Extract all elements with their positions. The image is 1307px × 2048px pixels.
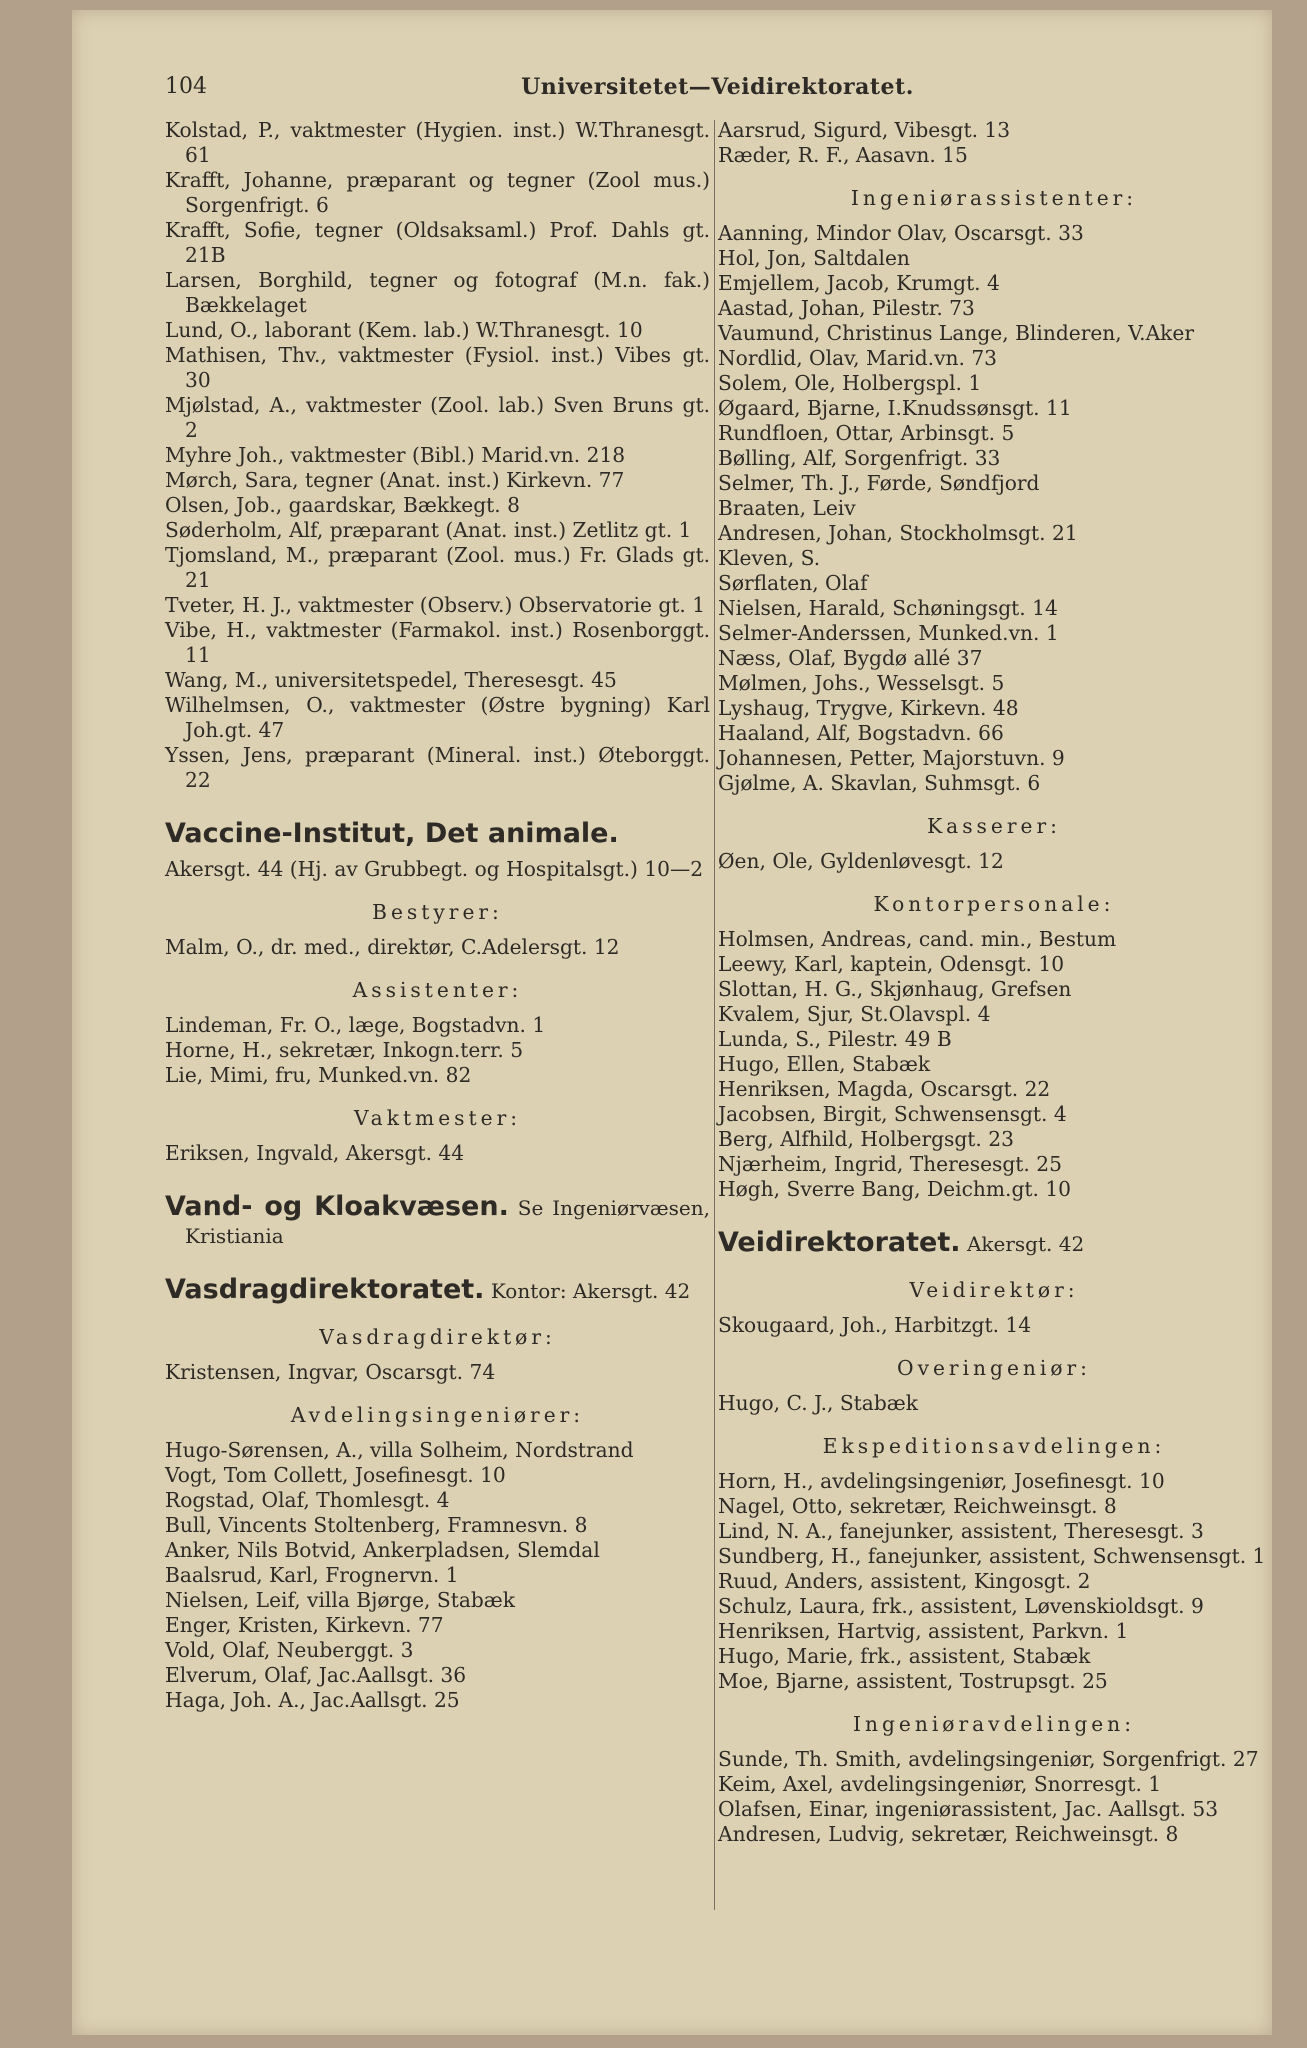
subheading-vasdragdirektor: Vasdragdirektør:	[319, 1325, 556, 1349]
subheading-avdelingsingeniorer: Avdelingsingeniører:	[290, 1403, 585, 1427]
subheading-ekspedition: Ekspeditionsavdelingen:	[822, 1434, 1166, 1458]
continued-list	[718, 118, 1270, 168]
ekspedition-list	[718, 1469, 1270, 1694]
directory-entry: Wilhelmsen, O., vaktmester (Østre bygning) Karl Joh.gt. 47	[165, 693, 710, 742]
directory-entry: Holmsen, Andreas, cand. min., Bestum	[718, 927, 1117, 951]
directory-entry: Skougaard, Joh., Harbitzgt. 14	[718, 1313, 1032, 1337]
directory-entry: Rundfloen, Ottar, Arbinsgt. 5	[718, 421, 1015, 445]
directory-entry: Rogstad, Olaf, Thomlesgt. 4	[165, 1488, 450, 1512]
directory-entry: Krafft, Sofie, tegner (Oldsaksaml.) Prof. Dahls gt. 21B	[165, 218, 710, 267]
directory-entry: Jacobsen, Birgit, Schwensensgt. 4	[718, 1102, 1067, 1126]
directory-entry: Haga, Joh. A., Jac.Aallsgt. 25	[165, 1688, 460, 1712]
directory-entry: Olafsen, Einar, ingeniørassistent, Jac. Aallsgt. 53	[718, 1797, 1219, 1821]
vasdrag-note: Kontor: Akersgt. 42	[490, 1279, 691, 1303]
directory-entry: Nielsen, Harald, Schøningsgt. 14	[718, 596, 1058, 620]
directory-entry: Eriksen, Ingvald, Akersgt. 44	[165, 1141, 465, 1165]
directory-entry: Yssen, Jens, præparant (Mineral. inst.) Øteborggt. 22	[165, 743, 710, 792]
directory-entry: Øen, Ole, Gyldenløvesgt. 12	[718, 849, 1004, 873]
directory-entry: Lind, N. A., fanejunker, assistent, Theresesgt. 3	[718, 1519, 1204, 1543]
directory-entry: Horne, H., sekretær, Inkogn.terr. 5	[165, 1038, 524, 1062]
subheading-bestyrer: Bestyrer:	[372, 900, 503, 924]
directory-entry: Aarsrud, Sigurd, Vibesgt. 13	[718, 118, 1011, 142]
vaccine-address: Akersgt. 44 (Hj. av Grubbegt. og Hospitalsgt.) 10—2	[165, 857, 704, 881]
directory-entry: Larsen, Borghild, tegner og fotograf (M.n. fak.) Bækkelaget	[165, 268, 710, 317]
directory-entry: Slottan, H. G., Skjønhaug, Grefsen	[718, 977, 1072, 1001]
directory-entry: Vold, Olaf, Neuberggt. 3	[165, 1638, 414, 1662]
directory-entry: Haaland, Alf, Bogstadvn. 66	[718, 721, 1004, 745]
directory-entry: Myhre Joh., vaktmester (Bibl.) Marid.vn. 218	[165, 443, 626, 467]
section-title-vand: Vand- og Kloakvæsen.	[165, 1191, 509, 1222]
directory-entry: Sundberg, H., fanejunker, assistent, Schwensensgt. 1	[718, 1544, 1266, 1568]
directory-entry: Lyshaug, Trygve, Kirkevn. 48	[718, 696, 1019, 720]
directory-entry: Henriksen, Hartvig, assistent, Parkvn. 1	[718, 1619, 1129, 1643]
directory-entry: Braaten, Leiv	[718, 496, 856, 520]
directory-entry: Malm, O., dr. med., direktør, C.Adelersgt. 12	[165, 935, 620, 959]
directory-entry: Øgaard, Bjarne, I.Knudssønsgt. 11	[718, 396, 1072, 420]
section-title-vaccine: Vaccine-Institut, Det animale.	[165, 818, 619, 849]
directory-entry: Solem, Ole, Holbergspl. 1	[718, 371, 982, 395]
directory-entry: Lund, O., laborant (Kem. lab.) W.Thranesgt. 10	[165, 318, 643, 342]
ingeniorafdeling-list	[718, 1747, 1270, 1847]
subheading-kontorpersonale: Kontorpersonale:	[873, 892, 1115, 916]
directory-entry: Nordlid, Olav, Marid.vn. 73	[718, 346, 998, 370]
page-number: 104	[165, 74, 207, 99]
directory-entry: Søderholm, Alf, præparant (Anat. inst.) Zetlitz gt. 1	[165, 518, 692, 542]
directory-entry: Nielsen, Leif, villa Bjørge, Stabæk	[165, 1588, 515, 1612]
subheading-ingeniorafdeling: Ingeniøravdelingen:	[852, 1712, 1135, 1736]
directory-entry: Vogt, Tom Collett, Josefinesgt. 10	[165, 1463, 506, 1487]
directory-entry: Aanning, Mindor Olav, Oscarsgt. 33	[718, 221, 1084, 245]
overingenior-list	[718, 1391, 1270, 1416]
directory-entry: Mjølstad, A., vaktmester (Zool. lab.) Sven Bruns gt. 2	[165, 393, 710, 442]
directory-entry: Vibe, H., vaktmester (Farmakol. inst.) Rosenborggt. 11	[165, 618, 710, 667]
directory-entry: Vaumund, Christinus Lange, Blinderen, V.Aker	[718, 321, 1194, 345]
subheading-veidirektor: Veidirektør:	[909, 1278, 1079, 1302]
directory-entry: Hugo-Sørensen, A., villa Solheim, Nordstrand	[165, 1438, 634, 1462]
directory-entry: Olsen, Job., gaardskar, Bækkegt. 8	[165, 493, 520, 517]
directory-entry: Keim, Axel, avdelingsingeniør, Snorresgt. 1	[718, 1772, 1162, 1796]
directory-entry: Tveter, H. J., vaktmester (Observ.) Observatorie gt. 1	[165, 593, 706, 617]
directory-entry: Emjellem, Jacob, Krumgt. 4	[718, 271, 1000, 295]
vasdragdirektor-list	[165, 1360, 710, 1385]
column-divider	[714, 120, 715, 1910]
directory-entry: Ræder, R. F., Aasavn. 15	[718, 143, 968, 167]
left-column	[165, 118, 710, 1713]
bestyrer-list	[165, 935, 710, 960]
directory-entry: Andresen, Ludvig, sekretær, Reichweinsgt. 8	[718, 1822, 1179, 1846]
section-title-vasdrag: Vasdragdirektoratet.	[165, 1274, 485, 1305]
directory-entry: Tjomsland, M., præparant (Zool. mus.) Fr. Glads gt. 21	[165, 543, 710, 592]
directory-entry: Baalsrud, Karl, Frognervn. 1	[165, 1563, 459, 1587]
vand-note: Se Ingeniørvæsen, Kristiania	[185, 1196, 710, 1248]
directory-entry: Elverum, Olaf, Jac.Aallsgt. 36	[165, 1663, 467, 1687]
directory-entry: Johannesen, Petter, Majorstuvn. 9	[718, 746, 1065, 770]
directory-entry: Berg, Alfhild, Holbergsgt. 23	[718, 1127, 1014, 1151]
subheading-kasserer: Kasserer:	[927, 814, 1061, 838]
directory-entry: Hol, Jon, Saltdalen	[718, 246, 910, 270]
page-header	[165, 74, 1270, 108]
right-column	[718, 118, 1270, 1847]
assistenter-list	[165, 1013, 710, 1088]
running-head: Universitetet—Veidirektoratet.	[521, 74, 914, 100]
avdelingsingeniorer-list	[165, 1438, 710, 1713]
directory-entry: Hugo, Ellen, Stabæk	[718, 1052, 931, 1076]
directory-entry: Njærheim, Ingrid, Theresesgt. 25	[718, 1152, 1062, 1176]
directory-entry: Bull, Vincents Stoltenberg, Framnesvn. 8	[165, 1513, 588, 1537]
directory-entry: Lindeman, Fr. O., læge, Bogstadvn. 1	[165, 1013, 546, 1037]
directory-entry: Selmer, Th. J., Førde, Søndfjord	[718, 471, 1040, 495]
kontorpersonale-list	[718, 927, 1270, 1202]
subheading-ingeniorassistenter: Ingeniørassistenter:	[850, 186, 1138, 210]
directory-entry: Kolstad, P., vaktmester (Hygien. inst.) W.Thranesgt. 61	[165, 118, 710, 167]
directory-entry: Henriksen, Magda, Oscarsgt. 22	[718, 1077, 1051, 1101]
veidir-note: Akersgt. 42	[966, 1232, 1085, 1256]
directory-entry: Moe, Bjarne, assistent, Tostrupsgt. 25	[718, 1669, 1108, 1693]
staff-list	[165, 118, 710, 793]
directory-entry: Kristensen, Ingvar, Oscarsgt. 74	[165, 1360, 496, 1384]
subheading-overingenior: Overingeniør:	[897, 1356, 1091, 1380]
directory-entry: Lie, Mimi, fru, Munked.vn. 82	[165, 1063, 472, 1087]
directory-entry: Kleven, S.	[718, 546, 821, 570]
directory-entry: Høgh, Sverre Bang, Deichm.gt. 10	[718, 1177, 1072, 1201]
ingeniorassistenter-list	[718, 221, 1270, 796]
directory-entry: Krafft, Johanne, præparant og tegner (Zool mus.) Sorgenfrigt. 6	[165, 168, 710, 217]
section-title-veidir: Veidirektoratet.	[718, 1227, 961, 1258]
directory-entry: Enger, Kristen, Kirkevn. 77	[165, 1613, 444, 1637]
directory-entry: Horn, H., avdelingsingeniør, Josefinesgt. 10	[718, 1469, 1165, 1493]
directory-entry: Hugo, C. J., Stabæk	[718, 1391, 918, 1415]
directory-entry: Selmer-Anderssen, Munked.vn. 1	[718, 621, 1059, 645]
section-veidir	[718, 1226, 1270, 1260]
directory-entry: Lunda, S., Pilestr. 49 B	[718, 1027, 952, 1051]
section-vasdrag	[165, 1273, 710, 1307]
directory-entry: Ruud, Anders, assistent, Kingosgt. 2	[718, 1569, 1091, 1593]
kasserer-list	[718, 849, 1270, 874]
section-vand	[165, 1190, 710, 1249]
directory-entry: Leewy, Karl, kaptein, Odensgt. 10	[718, 952, 1065, 976]
directory-entry: Mathisen, Thv., vaktmester (Fysiol. inst.) Vibes gt. 30	[165, 343, 710, 392]
directory-entry: Wang, M., universitetspedel, Theresesgt. 45	[165, 668, 617, 692]
subheading-assistenter: Assistenter:	[352, 978, 523, 1002]
directory-entry: Andresen, Johan, Stockholmsgt. 21	[718, 521, 1078, 545]
directory-entry: Anker, Nils Botvid, Ankerpladsen, Slemdal	[165, 1538, 600, 1562]
directory-entry: Næss, Olaf, Bygdø allé 37	[718, 646, 983, 670]
subheading-vaktmester: Vaktmester:	[353, 1106, 522, 1130]
directory-entry: Aastad, Johan, Pilestr. 73	[718, 296, 975, 320]
directory-entry: Nagel, Otto, sekretær, Reichweinsgt. 8	[718, 1494, 1117, 1518]
directory-entry: Sunde, Th. Smith, avdelingsingeniør, Sorgenfrigt. 27	[718, 1747, 1259, 1771]
directory-entry: Bølling, Alf, Sorgenfrigt. 33	[718, 446, 1001, 470]
directory-entry: Sørflaten, Olaf	[718, 571, 868, 595]
directory-entry: Schulz, Laura, frk., assistent, Løvenskioldsgt. 9	[718, 1594, 1204, 1618]
directory-entry: Hugo, Marie, frk., assistent, Stabæk	[718, 1644, 1091, 1668]
directory-entry: Kvalem, Sjur, St.Olavspl. 4	[718, 1002, 991, 1026]
directory-entry: Gjølme, A. Skavlan, Suhmsgt. 6	[718, 771, 1041, 795]
vaktmester-list	[165, 1141, 710, 1166]
veidirektor-list	[718, 1313, 1270, 1338]
directory-entry: Mølmen, Johs., Wesselsgt. 5	[718, 671, 1005, 695]
directory-entry: Mørch, Sara, tegner (Anat. inst.) Kirkevn. 77	[165, 468, 625, 492]
